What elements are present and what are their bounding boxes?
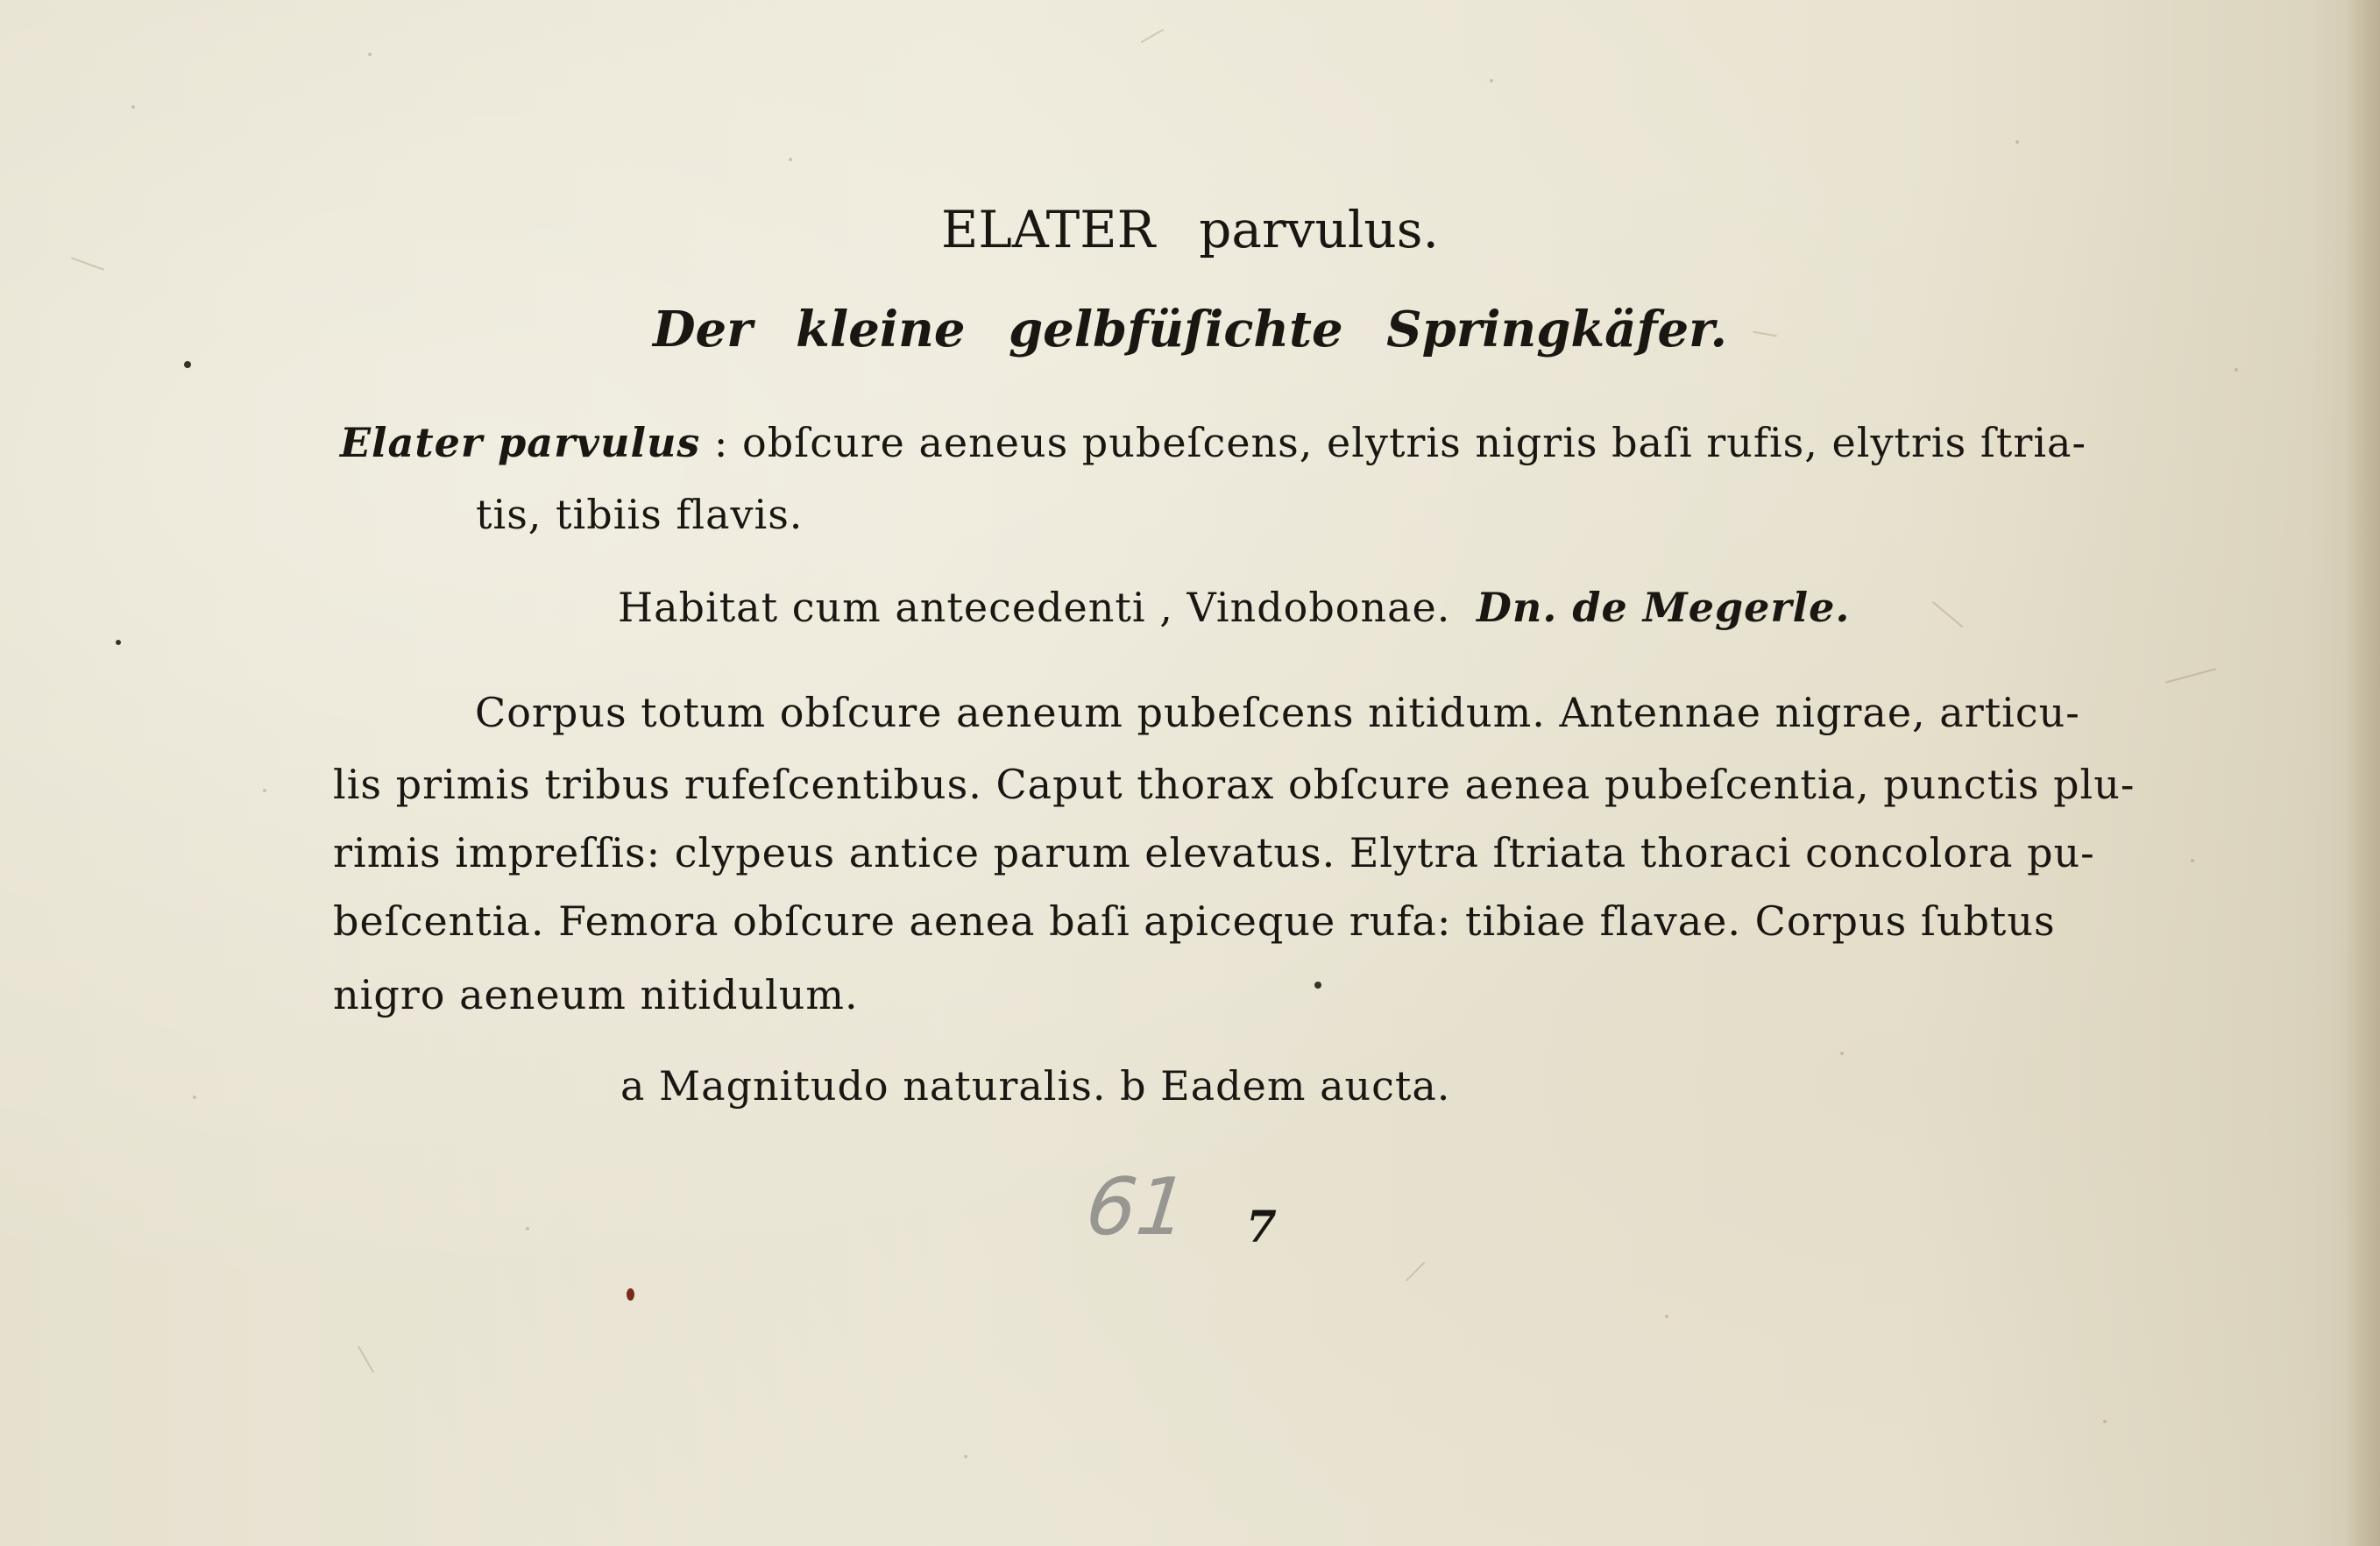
paper-speck [1665, 1315, 1668, 1318]
paper-speck [368, 53, 372, 56]
paper-fiber [1932, 601, 1964, 628]
diagnosis-species-name: Elater parvulus [340, 419, 701, 466]
paper-speck [131, 105, 135, 109]
page-subtitle: Der kleine gelbfüſichte Springkäfer. [652, 301, 1728, 358]
ink-spot [627, 1288, 634, 1301]
handwritten-number: 61 [1081, 1161, 1193, 1253]
paper-speck [1840, 1052, 1844, 1055]
title-genus: ELATER [941, 200, 1156, 259]
ink-spot [184, 361, 191, 368]
paper-fiber [2165, 668, 2216, 683]
ink-spot [1314, 982, 1321, 989]
description-line-2: lis primis tribus rufeſcentibus. Caput thorax obſcure aenea pubeſcentia, punctis plu- [333, 761, 2136, 808]
page-number: 7 [1246, 1201, 1277, 1252]
paper-speck [2235, 368, 2238, 372]
paper-speck [789, 158, 792, 161]
diagnosis-line-1 [340, 419, 2086, 466]
paper-speck [2015, 140, 2019, 144]
title-species: parvulus. [1199, 200, 1439, 259]
description-line-3: rimis impreſſis: clypeus antice parum elevatus. Elytra ſtriata thoraci concolora pu- [333, 829, 2095, 876]
habitat-line [618, 584, 1850, 631]
description-line-4: beſcentia. Femora obſcure aenea baſi apiceque rufa: tibiae flavae. Corpus ſubtus [333, 897, 2056, 945]
paper-speck [526, 1227, 529, 1230]
page-title [0, 200, 2380, 259]
diagnosis-text: : obſcure aeneus pubeſcens, elytris nigris baſi rufis, elytris ſtria- [700, 419, 2087, 466]
paper-speck [193, 1096, 196, 1099]
habitat-collector: Dn. de Megerle. [1477, 584, 1851, 631]
diagnosis-line-2: tis, tibiis flavis. [476, 491, 804, 538]
paper-speck [964, 1455, 967, 1458]
paper-speck [2103, 1420, 2107, 1423]
description-line-5: nigro aeneum nitidulum. [333, 971, 859, 1018]
paper-fiber [1141, 29, 1165, 44]
paper-speck [2191, 859, 2194, 862]
paper-speck [263, 789, 266, 792]
figure-note: a Magnitudo naturalis. b Eadem aucta. [620, 1062, 1451, 1110]
paper-fiber [358, 1345, 374, 1372]
paper-fiber [1406, 1262, 1426, 1282]
paper-speck [1490, 79, 1493, 82]
habitat-text: Habitat cum antecedenti , Vindobonae. [618, 584, 1451, 631]
ink-spot [116, 640, 121, 645]
description-line-1: Corpus totum obſcure aeneum pubeſcens nitidum. Antennae nigrae, articu- [475, 689, 2080, 736]
